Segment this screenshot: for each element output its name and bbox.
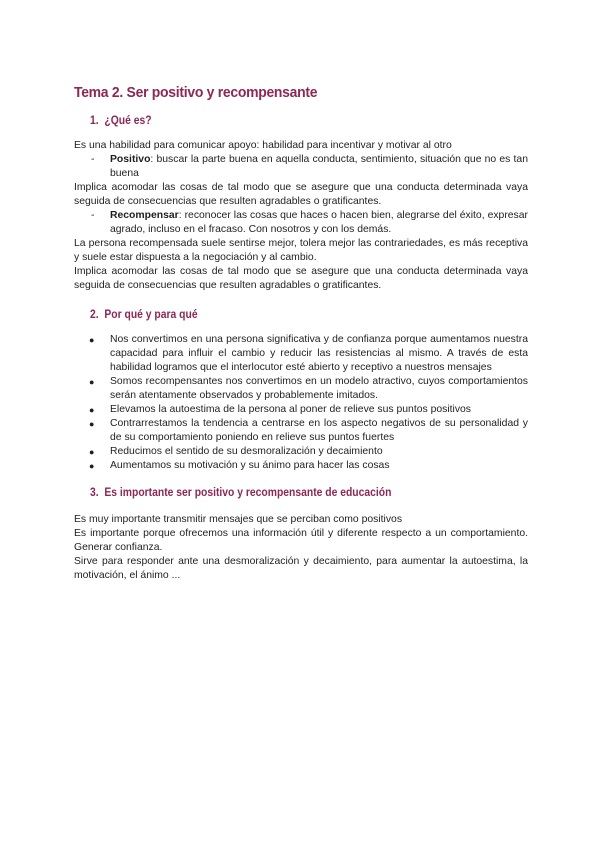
term-label: Positivo	[110, 154, 151, 165]
section-title: ¿Qué es?	[104, 115, 152, 127]
dash-marker: -	[91, 210, 95, 221]
bullet-icon: ●	[89, 419, 95, 429]
section-title: Es importante ser positivo y recompensante de educación	[104, 487, 392, 499]
paragraph: La persona recompensada suele sentirse mejor, tolera mejor las contrariedades, es más receptiva y suele estar dispuesta a la negociación y al cambio.	[74, 238, 528, 263]
list-item-text: Elevamos la autoestima de la persona al poner de relieve sus puntos positivos	[110, 404, 471, 415]
term-label: Recompensar	[110, 210, 179, 221]
paragraph: Implica acomodar las cosas de tal modo que se asegure que una conducta determinada vaya seguida de consecuencias que resulten agradables o gratificantes.	[74, 182, 528, 207]
paragraph: Implica acomodar las cosas de tal modo que se asegure que una conducta determinada vaya seguida de consecuencias que resulten agradables o gratificantes.	[74, 266, 528, 291]
list-item-text: Reducimos el sentido de su desmoralización y decaimiento	[110, 446, 383, 457]
list-item	[74, 375, 528, 403]
list-item	[74, 445, 528, 459]
section-number: 2.	[90, 309, 99, 321]
list-item-text: Somos recompensantes nos convertimos en un modelo atractivo, cuyos comportamientos serán atentamente observados y probablemente imitados.	[110, 376, 528, 401]
paragraph: Sirve para responder ante una desmoralización y decaimiento, para aumentar la autoestima, la motivación, el ánimo ...	[74, 556, 528, 581]
list-item	[74, 153, 528, 181]
document-title: Tema 2. Ser positivo y recompensante	[74, 84, 318, 101]
bullet-icon: ●	[89, 405, 95, 415]
list-item	[74, 417, 528, 445]
section-number: 3.	[90, 487, 99, 499]
section-heading-por-que	[90, 309, 484, 321]
section-heading-que-es	[90, 115, 484, 127]
document-page	[74, 84, 528, 583]
dash-list	[74, 209, 528, 237]
list-item	[74, 403, 528, 417]
paragraph: Es una habilidad para comunicar apoyo: habilidad para incentivar y motivar al otro	[74, 140, 452, 151]
list-item	[74, 333, 528, 375]
dash-list	[74, 153, 528, 181]
bullet-list	[74, 333, 528, 473]
dash-marker: -	[91, 154, 95, 165]
list-item-text: Contrarrestamos la tendencia a centrarse en los aspecto negativos de su personalidad y de su comportamiento poniendo en relieve sus puntos fuertes	[110, 418, 528, 443]
bullet-icon: ●	[89, 447, 95, 457]
section-title: Por qué y para qué	[104, 309, 198, 321]
paragraph: Es muy importante transmitir mensajes que se perciban como positivos	[74, 514, 403, 525]
section-number: 1.	[90, 115, 99, 127]
bullet-icon: ●	[89, 335, 95, 345]
list-item-text: Nos convertimos en una persona significativa y de confianza porque aumentamos nuestra capacidad para influir el cambio y reducir las resistencias al mismo. A través de esta habilidad logramos que el interlocutor esté abierto y receptivo a nuestros mensajes	[110, 334, 528, 373]
bullet-icon: ●	[89, 377, 95, 387]
list-item-text: Aumentamos su motivación y su ánimo para hacer las cosas	[110, 460, 390, 471]
term-definition: : buscar la parte buena en aquella conducta, sentimiento, situación que no es tan buena	[110, 154, 528, 179]
term-definition: : reconocer las cosas que haces o hacen bien, alegrarse del éxito, expresar agrado, incluso en el fracaso. Con nosotros y con los demás.	[110, 210, 528, 235]
section-heading-importante	[90, 487, 484, 499]
bullet-icon: ●	[89, 461, 95, 471]
paragraph: Es importante porque ofrecemos una información útil y diferente respecto a un comportamiento. Generar confianza.	[74, 528, 528, 553]
list-item	[74, 209, 528, 237]
list-item	[74, 459, 528, 473]
